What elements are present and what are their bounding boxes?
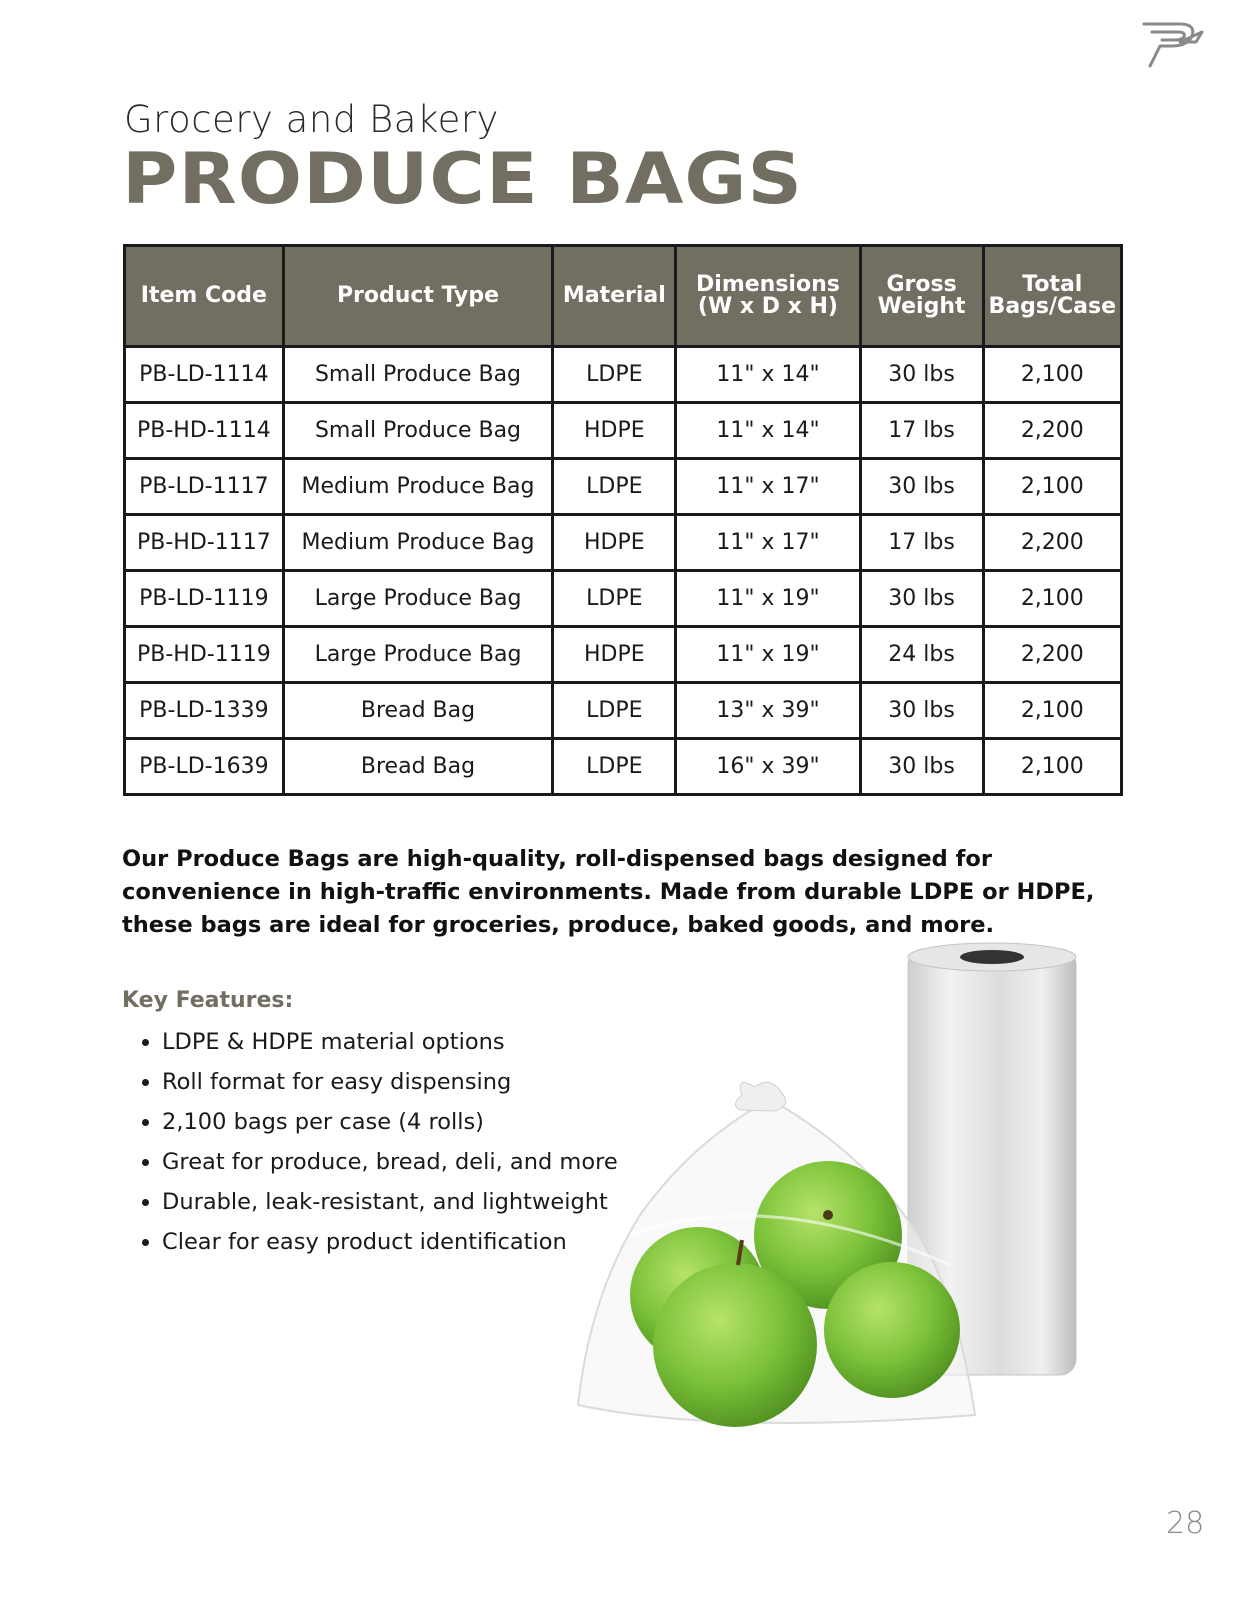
table-row xyxy=(125,739,1122,795)
table-cell: 24 lbs xyxy=(860,627,983,683)
table-header-row xyxy=(125,246,1122,347)
table-cell: 11" x 17" xyxy=(676,459,860,515)
table-cell: HDPE xyxy=(553,403,676,459)
product-spec-table xyxy=(123,244,1123,796)
header-total-bags xyxy=(983,246,1121,347)
list-item: • Roll format for easy dispensing xyxy=(162,1062,618,1102)
table-cell: LDPE xyxy=(553,739,676,795)
header-item-code xyxy=(125,246,284,347)
header-label: Material xyxy=(562,283,666,308)
table-cell: 2,200 xyxy=(983,403,1121,459)
table-row xyxy=(125,515,1122,571)
key-features-list xyxy=(136,1022,618,1262)
list-item: • 2,100 bags per case (4 rolls) xyxy=(162,1102,618,1142)
table-cell: LDPE xyxy=(553,571,676,627)
table-cell: Large Produce Bag xyxy=(283,571,553,627)
table-cell: PB-LD-1117 xyxy=(125,459,284,515)
table-cell: PB-LD-1639 xyxy=(125,739,284,795)
table-cell: 11" x 19" xyxy=(676,571,860,627)
header-label: Weight xyxy=(877,294,966,319)
table-cell: 2,100 xyxy=(983,459,1121,515)
table-cell: 11" x 17" xyxy=(676,515,860,571)
header-label: Dimensions xyxy=(696,272,840,297)
table-cell: 30 lbs xyxy=(860,571,983,627)
table-cell: PB-LD-1114 xyxy=(125,347,284,403)
table-cell: PB-HD-1114 xyxy=(125,403,284,459)
table-cell: Medium Produce Bag xyxy=(283,459,553,515)
brand-logo-icon xyxy=(1140,18,1206,70)
produce-bag-illustration xyxy=(570,935,1090,1440)
table-cell: 30 lbs xyxy=(860,739,983,795)
header-label: Gross xyxy=(886,272,957,297)
table-body xyxy=(125,347,1122,795)
table-cell: PB-HD-1117 xyxy=(125,515,284,571)
table-cell: 11" x 14" xyxy=(676,347,860,403)
table-row xyxy=(125,627,1122,683)
header-label: Bags/Case xyxy=(988,294,1117,319)
header-label: Total xyxy=(1022,272,1083,297)
table-row xyxy=(125,347,1122,403)
list-item: • Durable, leak-resistant, and lightweight xyxy=(162,1182,618,1222)
table-cell: PB-HD-1119 xyxy=(125,627,284,683)
table-cell: LDPE xyxy=(553,459,676,515)
table-cell: Bread Bag xyxy=(283,739,553,795)
header-label: Item Code xyxy=(140,283,267,308)
table-cell: 30 lbs xyxy=(860,459,983,515)
table-cell: Bread Bag xyxy=(283,683,553,739)
list-item: • Great for produce, bread, deli, and more xyxy=(162,1142,618,1182)
table-cell: 17 lbs xyxy=(860,403,983,459)
list-item: • LDPE & HDPE material options xyxy=(162,1022,618,1062)
table-cell: 2,100 xyxy=(983,683,1121,739)
table-cell: 17 lbs xyxy=(860,515,983,571)
header-label: Product Type xyxy=(336,283,500,308)
table-cell: 11" x 14" xyxy=(676,403,860,459)
header-dimensions xyxy=(676,246,860,347)
table-cell: 13" x 39" xyxy=(676,683,860,739)
table-cell: HDPE xyxy=(553,627,676,683)
page-title: PRODUCE BAGS xyxy=(122,138,804,220)
table-row xyxy=(125,571,1122,627)
table-cell: 2,100 xyxy=(983,739,1121,795)
table-cell: 30 lbs xyxy=(860,347,983,403)
key-features-heading: Key Features: xyxy=(122,988,294,1013)
table-cell: 30 lbs xyxy=(860,683,983,739)
table-cell: PB-LD-1339 xyxy=(125,683,284,739)
table-cell: PB-LD-1119 xyxy=(125,571,284,627)
table-cell: LDPE xyxy=(553,347,676,403)
table-cell: 16" x 39" xyxy=(676,739,860,795)
header-product-type xyxy=(283,246,553,347)
table-cell: HDPE xyxy=(553,515,676,571)
list-item: • Clear for easy product identification xyxy=(162,1222,618,1262)
page-number: 28 xyxy=(1166,1506,1205,1541)
table-row xyxy=(125,459,1122,515)
table-cell: Small Produce Bag xyxy=(283,347,553,403)
table-cell: 2,100 xyxy=(983,571,1121,627)
table-cell: 11" x 19" xyxy=(676,627,860,683)
header-label: (W x D x H) xyxy=(697,294,838,319)
header-gross-weight xyxy=(860,246,983,347)
table-cell: Large Produce Bag xyxy=(283,627,553,683)
table-cell: 2,100 xyxy=(983,347,1121,403)
header-material xyxy=(553,246,676,347)
table-cell: Small Produce Bag xyxy=(283,403,553,459)
table-cell: LDPE xyxy=(553,683,676,739)
table-row xyxy=(125,403,1122,459)
table-cell: 2,200 xyxy=(983,627,1121,683)
table-cell: 2,200 xyxy=(983,515,1121,571)
page-subtitle: Grocery and Bakery xyxy=(124,98,499,141)
table-row xyxy=(125,683,1122,739)
product-description: Our Produce Bags are high-quality, roll-dispensed bags designed for convenience in high-traffic environments. Made from durable LDPE or HDPE, these bags are ideal for groceries, produce, baked goods, and more. xyxy=(122,846,1095,938)
table-cell: Medium Produce Bag xyxy=(283,515,553,571)
